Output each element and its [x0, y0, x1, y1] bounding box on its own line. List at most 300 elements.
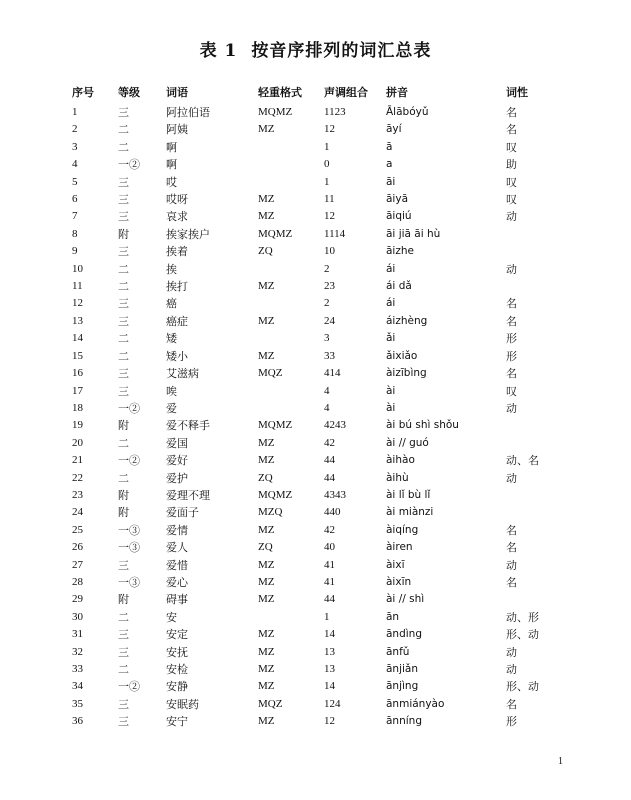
- cell-tone: 12: [324, 210, 335, 223]
- page-title: [0, 36, 631, 61]
- cell-pos: 动: [506, 645, 517, 659]
- cell-index: 1: [72, 106, 78, 118]
- cell-word: 碍事: [166, 593, 188, 607]
- cell-pinyin: ái dǎ: [386, 280, 412, 293]
- cell-tone: 13: [324, 663, 335, 675]
- cell-index: 5: [72, 175, 78, 188]
- cell-stress: MZ: [258, 558, 275, 571]
- table-row: [72, 574, 562, 591]
- cell-stress: MQMZ: [258, 419, 293, 432]
- cell-word: 癌症: [166, 314, 188, 328]
- cell-tone: 44: [324, 593, 335, 606]
- table-row: [72, 191, 562, 208]
- cell-level: 二: [118, 349, 129, 363]
- cell-stress: MZQ: [258, 506, 283, 519]
- cell-stress: MQZ: [258, 697, 283, 710]
- cell-pinyin: àihù: [386, 471, 409, 484]
- cell-level: 三: [118, 193, 129, 207]
- table-row: [72, 139, 562, 156]
- cell-stress: MQMZ: [258, 227, 293, 240]
- cell-tone: 41: [324, 575, 335, 588]
- cell-index: 8: [72, 227, 78, 240]
- cell-index: 16: [72, 367, 83, 380]
- col-header-pinyin: 拼音: [386, 86, 408, 99]
- cell-tone: 414: [324, 367, 341, 380]
- header-row: [72, 82, 562, 104]
- cell-stress: MZ: [258, 663, 275, 675]
- table-row: [72, 295, 562, 312]
- cell-pos: 动: [506, 210, 517, 224]
- cell-tone: 1: [324, 610, 330, 623]
- cell-pinyin: a: [386, 158, 393, 171]
- cell-level: 附: [118, 488, 129, 502]
- cell-level: 附: [118, 506, 129, 520]
- cell-word: 挨着: [166, 245, 188, 259]
- cell-index: 32: [72, 645, 83, 658]
- cell-level: 三: [118, 314, 129, 328]
- cell-tone: 42: [324, 436, 335, 449]
- cell-word: 爱护: [166, 471, 188, 485]
- cell-level: 三: [118, 697, 129, 711]
- table-row: [72, 417, 562, 434]
- cell-stress: [258, 295, 324, 312]
- table-row: [72, 208, 562, 225]
- cell-word: 安眠药: [166, 697, 199, 711]
- cell-pos: 动: [506, 471, 517, 485]
- cell-pinyin: ài bú shì shǒu: [386, 419, 459, 432]
- cell-word: 挨家挨户: [166, 227, 210, 241]
- cell-tone: 33: [324, 349, 335, 362]
- cell-level: 一②: [118, 401, 140, 415]
- cell-pinyin: ān: [386, 610, 400, 623]
- cell-index: 30: [72, 610, 83, 623]
- cell-pinyin: āiyā: [386, 193, 408, 206]
- cell-pinyin: Ālābóyǔ: [386, 106, 429, 118]
- cell-stress: [258, 156, 324, 173]
- cell-tone: 4243: [324, 419, 346, 432]
- cell-index: 22: [72, 471, 83, 484]
- cell-pos: 动、名: [506, 454, 539, 468]
- cell-word: 安抚: [166, 645, 188, 659]
- cell-stress: MQMZ: [258, 106, 293, 118]
- cell-word: 矮小: [166, 349, 188, 363]
- cell-pinyin: àixīn: [386, 575, 412, 588]
- cell-index: 34: [72, 680, 83, 693]
- cell-level: 二: [118, 123, 129, 137]
- table-row: [72, 348, 562, 365]
- cell-index: 17: [72, 384, 83, 397]
- table-row: [72, 435, 562, 452]
- cell-stress: MQMZ: [258, 488, 293, 501]
- table-row: [72, 156, 562, 173]
- cell-pos: 动: [506, 663, 517, 676]
- cell-pos: 形: [506, 349, 517, 363]
- cell-level: 三: [118, 628, 129, 642]
- table-row: [72, 661, 562, 678]
- cell-stress: MZ: [258, 575, 275, 588]
- cell-word: 安宁: [166, 715, 188, 729]
- table-row: [72, 557, 562, 574]
- cell-index: 14: [72, 332, 83, 345]
- cell-pinyin: āyí: [386, 123, 402, 136]
- cell-pos: [506, 226, 562, 243]
- cell-stress: MZ: [258, 314, 275, 327]
- cell-word: 哎呀: [166, 193, 188, 207]
- cell-level: 二: [118, 280, 129, 294]
- cell-pinyin: ǎixiǎo: [386, 349, 418, 362]
- cell-word: 阿拉伯语: [166, 106, 210, 119]
- table-row: [72, 313, 562, 330]
- cell-index: 3: [72, 140, 78, 153]
- cell-pinyin: àiqíng: [386, 523, 419, 536]
- cell-stress: MZ: [258, 280, 275, 293]
- cell-level: 一③: [118, 523, 140, 537]
- table-row: [72, 644, 562, 661]
- cell-pinyin: áizhèng: [386, 314, 428, 327]
- cell-index: 18: [72, 401, 83, 414]
- cell-pos: [506, 591, 562, 608]
- cell-level: 三: [118, 297, 129, 311]
- cell-level: 三: [118, 367, 129, 381]
- cell-index: 11: [72, 280, 83, 293]
- cell-pos: 形: [506, 715, 517, 729]
- cell-level: 三: [118, 106, 129, 119]
- cell-pos: [506, 435, 562, 452]
- table-row: [72, 261, 562, 278]
- cell-stress: ZQ: [258, 541, 273, 554]
- cell-index: 2: [72, 123, 78, 136]
- cell-level: 二: [118, 663, 129, 676]
- cell-tone: 2: [324, 297, 330, 310]
- cell-index: 20: [72, 436, 83, 449]
- col-header-stress: 轻重格式: [258, 86, 302, 99]
- cell-index: 26: [72, 541, 83, 554]
- cell-index: 29: [72, 593, 83, 606]
- cell-index: 24: [72, 506, 83, 519]
- cell-word: 爱心: [166, 575, 188, 589]
- table-row: [72, 226, 562, 243]
- table-row: [72, 121, 562, 138]
- cell-word: 安定: [166, 628, 188, 642]
- table-row: [72, 278, 562, 295]
- cell-pinyin: ài: [386, 384, 396, 397]
- table-row: [72, 365, 562, 382]
- cell-stress: MZ: [258, 210, 275, 223]
- cell-pos: 名: [506, 297, 517, 311]
- cell-tone: 14: [324, 680, 335, 693]
- cell-index: 13: [72, 314, 83, 327]
- cell-level: 二: [118, 610, 129, 624]
- cell-pos: 动: [506, 262, 517, 276]
- cell-word: 癌: [166, 297, 177, 311]
- cell-level: 一②: [118, 680, 140, 694]
- cell-pinyin: ā: [386, 140, 393, 153]
- cell-tone: 4: [324, 401, 330, 414]
- cell-pos: [506, 417, 562, 434]
- cell-stress: [258, 330, 324, 347]
- cell-word: 啊: [166, 158, 177, 172]
- cell-index: 19: [72, 419, 83, 432]
- cell-tone: 12: [324, 715, 335, 728]
- cell-pos: [506, 278, 562, 295]
- cell-word: 爱好: [166, 454, 188, 468]
- table-row: [72, 539, 562, 556]
- cell-stress: MZ: [258, 645, 275, 658]
- cell-pinyin: ài miànzi: [386, 506, 434, 519]
- table-row: [72, 487, 562, 504]
- cell-word: 爱不释手: [166, 419, 210, 433]
- cell-level: 二: [118, 471, 129, 485]
- cell-tone: 1114: [324, 227, 346, 240]
- table-row: [72, 104, 562, 121]
- cell-pinyin: āiqiú: [386, 210, 412, 223]
- cell-word: 爱惜: [166, 558, 188, 572]
- cell-word: 啊: [166, 140, 177, 154]
- cell-tone: 0: [324, 158, 330, 171]
- table-row: [72, 504, 562, 521]
- cell-pos: 形、动: [506, 680, 539, 694]
- col-header-pos: 词性: [506, 86, 528, 99]
- cell-stress: ZQ: [258, 471, 273, 484]
- cell-level: 二: [118, 436, 129, 450]
- cell-index: 10: [72, 262, 83, 275]
- cell-pinyin: ānmiányào: [386, 697, 445, 710]
- cell-pinyin: ānníng: [386, 715, 422, 728]
- cell-pos: 名: [506, 106, 517, 119]
- cell-tone: 42: [324, 523, 335, 536]
- cell-stress: [258, 174, 324, 191]
- table-row: [72, 609, 562, 626]
- cell-word: 矮: [166, 332, 177, 346]
- table-row: [72, 174, 562, 191]
- cell-level: 三: [118, 558, 129, 572]
- cell-level: 二: [118, 332, 129, 346]
- cell-index: 21: [72, 454, 83, 467]
- cell-level: 三: [118, 715, 129, 729]
- cell-stress: MZ: [258, 680, 275, 693]
- cell-pos: 助: [506, 158, 517, 172]
- cell-tone: 44: [324, 454, 335, 467]
- cell-pinyin: āi: [386, 175, 396, 188]
- cell-word: 爱: [166, 401, 177, 415]
- cell-tone: 41: [324, 558, 335, 571]
- cell-index: 4: [72, 158, 78, 171]
- cell-stress: MZ: [258, 349, 275, 362]
- cell-pos: 形、动: [506, 628, 539, 642]
- cell-pos: 名: [506, 314, 517, 328]
- cell-index: 7: [72, 210, 78, 223]
- table-row: [72, 522, 562, 539]
- cell-tone: 1123: [324, 106, 346, 118]
- vocabulary-table: [72, 82, 562, 731]
- col-header-index: 序号: [72, 86, 94, 99]
- cell-word: 挨打: [166, 280, 188, 294]
- cell-pos: 动、形: [506, 610, 539, 624]
- cell-tone: 4343: [324, 488, 346, 501]
- cell-index: 23: [72, 488, 83, 501]
- cell-pinyin: ài lǐ bù lǐ: [386, 488, 431, 501]
- cell-pos: [506, 243, 562, 260]
- cell-tone: 2: [324, 262, 330, 275]
- cell-pinyin: āi jiā āi hù: [386, 227, 441, 240]
- cell-pinyin: ái: [386, 262, 396, 275]
- cell-stress: MZ: [258, 454, 275, 467]
- cell-tone: 23: [324, 280, 335, 293]
- cell-word: 哀求: [166, 210, 188, 224]
- cell-stress: [258, 139, 324, 156]
- cell-pos: 名: [506, 541, 517, 555]
- cell-index: 9: [72, 245, 78, 258]
- cell-stress: [258, 609, 324, 626]
- cell-level: 二: [118, 140, 129, 154]
- cell-stress: [258, 400, 324, 417]
- cell-pinyin: āizhe: [386, 245, 414, 258]
- cell-word: 安检: [166, 663, 188, 676]
- cell-word: 爱理不理: [166, 488, 210, 502]
- cell-word: 唉: [166, 384, 177, 398]
- page-number: 1: [558, 756, 563, 767]
- cell-level: 三: [118, 245, 129, 259]
- cell-pos: 形: [506, 332, 517, 346]
- table-row: [72, 696, 562, 713]
- cell-word: 爱国: [166, 436, 188, 450]
- cell-word: 哎: [166, 175, 177, 189]
- cell-pos: [506, 504, 562, 521]
- cell-index: 36: [72, 715, 83, 728]
- cell-pos: 叹: [506, 384, 517, 398]
- cell-tone: 10: [324, 245, 335, 258]
- cell-index: 28: [72, 575, 83, 588]
- cell-pos: 名: [506, 575, 517, 589]
- cell-stress: MZ: [258, 715, 275, 728]
- cell-index: 6: [72, 193, 78, 206]
- table-row: [72, 383, 562, 400]
- cell-stress: MZ: [258, 123, 275, 136]
- cell-pos: 名: [506, 697, 517, 711]
- col-header-level: 等级: [118, 86, 140, 99]
- cell-level: 一③: [118, 541, 140, 555]
- cell-level: 一②: [118, 454, 140, 468]
- cell-index: 33: [72, 663, 83, 675]
- table-row: [72, 626, 562, 643]
- cell-stress: MQZ: [258, 367, 283, 380]
- cell-word: 安静: [166, 680, 188, 694]
- cell-tone: 13: [324, 645, 335, 658]
- cell-tone: 11: [324, 193, 335, 206]
- cell-pos: 名: [506, 367, 517, 381]
- cell-level: 二: [118, 262, 129, 276]
- cell-pinyin: àiren: [386, 541, 413, 554]
- cell-tone: 1: [324, 140, 330, 153]
- cell-pinyin: ái: [386, 297, 396, 310]
- cell-pos: 名: [506, 523, 517, 537]
- cell-stress: ZQ: [258, 245, 273, 258]
- table-row: [72, 678, 562, 695]
- cell-tone: 440: [324, 506, 341, 519]
- table-row: [72, 452, 562, 469]
- cell-level: 三: [118, 210, 129, 224]
- cell-pos: 叹: [506, 140, 517, 154]
- cell-pinyin: ǎi: [386, 332, 396, 345]
- cell-stress: MZ: [258, 523, 275, 536]
- cell-stress: MZ: [258, 593, 275, 606]
- cell-word: 安: [166, 610, 177, 624]
- table-row: [72, 400, 562, 417]
- cell-pos: 动: [506, 401, 517, 415]
- cell-tone: 40: [324, 541, 335, 554]
- cell-stress: [258, 383, 324, 400]
- cell-level: 附: [118, 593, 129, 607]
- cell-pinyin: āndìng: [386, 628, 422, 641]
- cell-pos: 动: [506, 558, 517, 572]
- cell-tone: 24: [324, 314, 335, 327]
- cell-pinyin: àixī: [386, 558, 405, 571]
- cell-pinyin: àihào: [386, 454, 415, 467]
- cell-level: 三: [118, 645, 129, 659]
- cell-stress: MZ: [258, 193, 275, 206]
- cell-pos: 名: [506, 123, 517, 137]
- cell-word: 挨: [166, 262, 177, 276]
- cell-pos: 叹: [506, 175, 517, 189]
- cell-pinyin: àizībìng: [386, 367, 427, 380]
- cell-index: 27: [72, 558, 83, 571]
- table-row: [72, 713, 562, 730]
- cell-stress: MZ: [258, 436, 275, 449]
- cell-pos: [506, 487, 562, 504]
- cell-tone: 4: [324, 384, 330, 397]
- cell-word: 艾滋病: [166, 367, 199, 381]
- cell-pinyin: ài // guó: [386, 436, 429, 449]
- cell-tone: 1: [324, 175, 330, 188]
- cell-tone: 12: [324, 123, 335, 136]
- cell-word: 阿姨: [166, 123, 188, 137]
- cell-level: 附: [118, 227, 129, 241]
- cell-pinyin: ài // shì: [386, 593, 425, 606]
- cell-index: 31: [72, 628, 83, 641]
- col-header-tone: 声调组合: [324, 86, 368, 99]
- table-row: [72, 470, 562, 487]
- cell-index: 35: [72, 697, 83, 710]
- cell-pinyin: ānfǔ: [386, 645, 410, 658]
- table-row: [72, 243, 562, 260]
- col-header-word: 词语: [166, 86, 188, 99]
- table-row: [72, 330, 562, 347]
- cell-level: 一②: [118, 158, 140, 172]
- cell-pos: 叹: [506, 193, 517, 207]
- cell-level: 三: [118, 384, 129, 398]
- table-row: [72, 591, 562, 608]
- cell-level: 一③: [118, 575, 140, 589]
- cell-stress: [258, 261, 324, 278]
- cell-pinyin: ānjìng: [386, 680, 419, 693]
- cell-pinyin: ānjiǎn: [386, 663, 419, 675]
- cell-index: 25: [72, 523, 83, 536]
- cell-level: 附: [118, 419, 129, 433]
- cell-index: 15: [72, 349, 83, 362]
- table-title: 按音序排列的词汇总表: [251, 41, 432, 61]
- cell-tone: 3: [324, 332, 330, 345]
- cell-word: 爱面子: [166, 506, 199, 520]
- cell-tone: 14: [324, 628, 335, 641]
- cell-tone: 124: [324, 697, 341, 710]
- cell-stress: MZ: [258, 628, 275, 641]
- table-number: 表 1: [199, 41, 238, 61]
- cell-word: 爱人: [166, 541, 188, 555]
- cell-level: 三: [118, 175, 129, 189]
- cell-index: 12: [72, 297, 83, 310]
- cell-word: 爱情: [166, 523, 188, 537]
- cell-tone: 44: [324, 471, 335, 484]
